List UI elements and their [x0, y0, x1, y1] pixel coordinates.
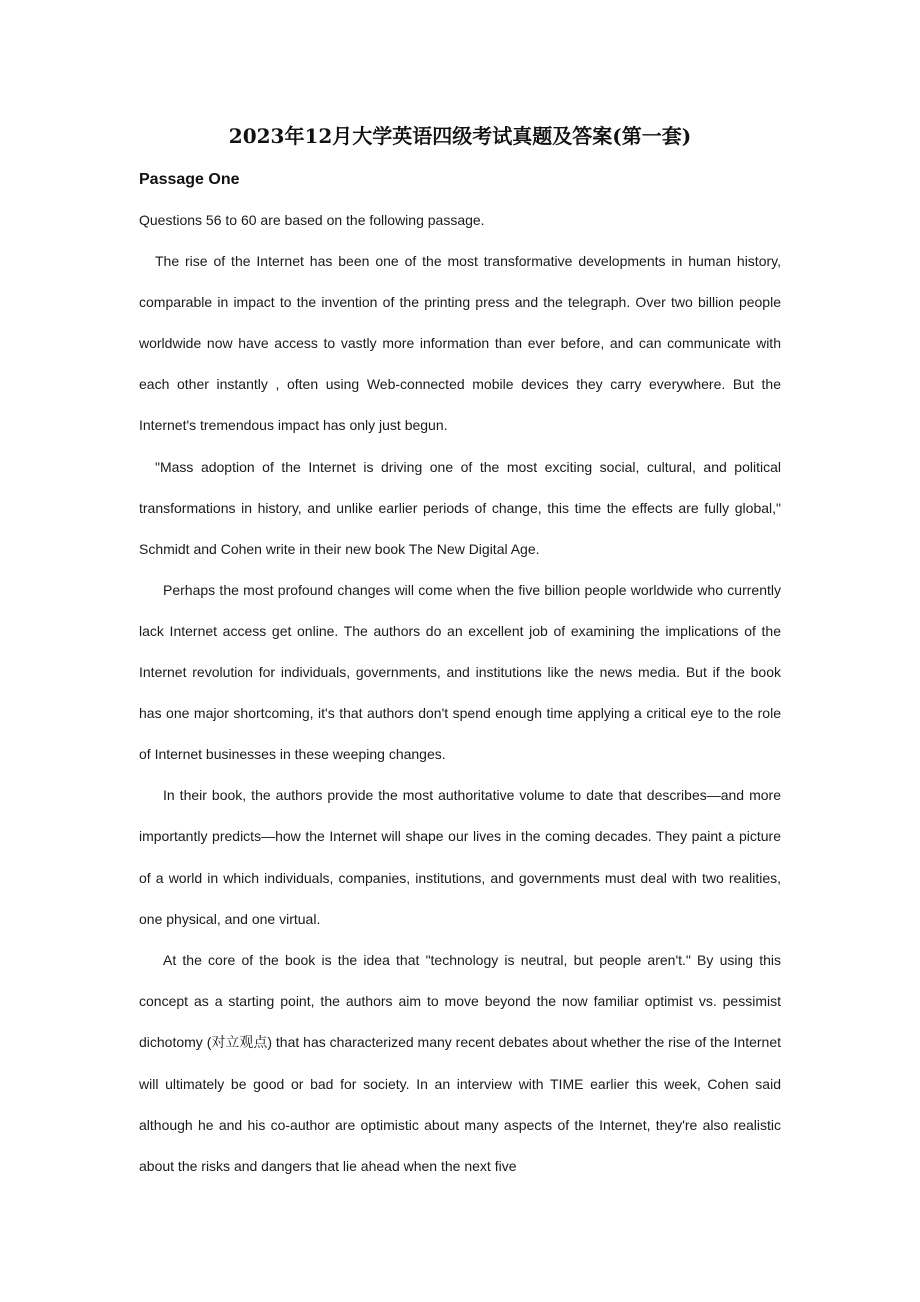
- chinese-gloss: 对立观点: [211, 1034, 268, 1051]
- passage-heading: Passage One: [139, 171, 240, 188]
- paragraph-5-part-1: At the core of the book is the idea that "technology is neutral, but people aren't." By using this concept as a starting point, the authors aim to move beyond the now familiar optimist vs. pessimist dichotomy (: [139, 951, 781, 1050]
- paragraph-4: In their book, the authors provide the most authoritative volume to date that describes—and more importantly predicts—how the Internet will shape our lives in the coming decades. They paint a picture of a world in which individuals, companies, institutions, and governments must deal with two realities, one physical, and one virtual.: [139, 787, 781, 927]
- document-title: 2023年12月大学英语四级考试真题及答案(第一套): [228, 124, 692, 148]
- passage-body: [139, 200, 781, 1187]
- paragraph-2: "Mass adoption of the Internet is driving one of the most exciting social, cultural, and political transformations in history, and unlike earlier periods of change, this time the effects are fully global," Schmidt and Cohen write in their new book The New Digital Age.: [139, 458, 781, 557]
- paragraph-5-part-2: ) that has characterized many recent debates about whether the rise of the Internet will ultimately be good or bad for society. In an interview with TIME earlier this week, Cohen said although he and his co-author are optimistic about many aspects of the Internet, they're also realistic about the risks and dangers that lie ahead when the next five: [139, 1033, 781, 1175]
- paragraph-1: The rise of the Internet has been one of the most transformative developments in human history, comparable in impact to the invention of the printing press and the telegraph. Over two billion people worldwide now have access to vastly more information than ever before, and can communicate with each other instantly , often using Web-connected mobile devices they carry everywhere. But the Internet's tremendous impact has only just begun.: [139, 253, 781, 434]
- questions-intro: Questions 56 to 60 are based on the following passage.: [139, 212, 485, 228]
- paragraph-3: Perhaps the most profound changes will come when the five billion people worldwide who currently lack Internet access get online. The authors do an excellent job of examining the implications of the Internet revolution for individuals, governments, and institutions like the news media. But if the book has one major shortcoming, it's that authors don't spend enough time applying a critical eye to the role of Internet businesses in these weeping changes.: [139, 581, 781, 763]
- paragraph-5: [139, 940, 781, 1188]
